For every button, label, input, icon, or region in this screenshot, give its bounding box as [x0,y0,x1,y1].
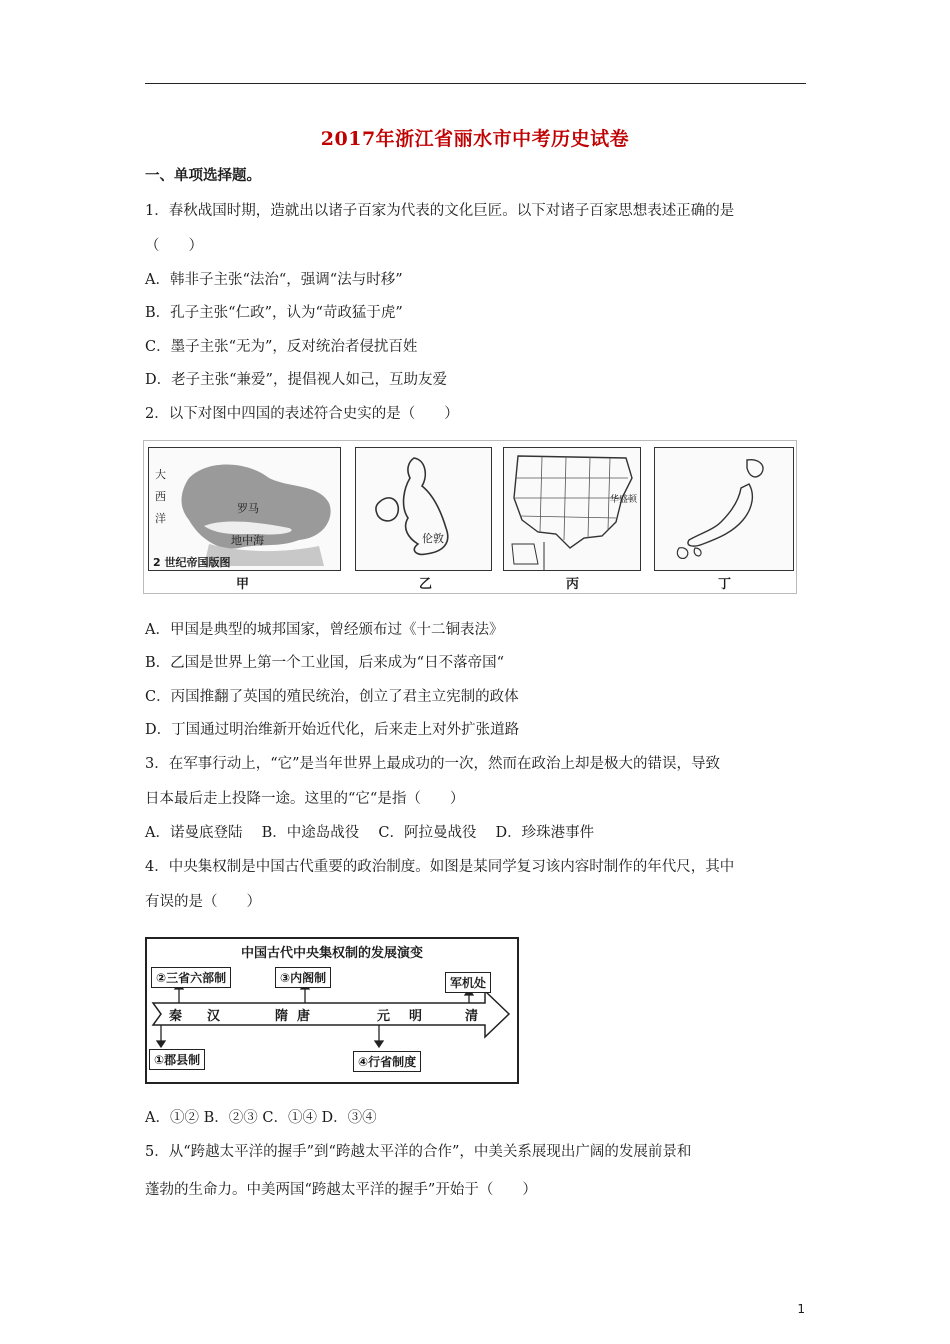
q1-option-d: D．老子主张“兼爱”，提倡视人如己，互助友爱 [145,372,447,388]
map-ding-label: 丁 [718,577,732,592]
q2-option-c: C．丙国推翻了英国的殖民统治，创立了君主立宪制的政体 [145,689,519,705]
q2-option-b: B．乙国是世界上第一个工业国，后来成为“日不落帝国“ [145,655,504,671]
map-ding [654,447,794,571]
era-qing: 清 [465,1009,479,1024]
q1-paren: （ ） [145,238,203,254]
atlantic-label-3: 洋 [155,512,166,525]
q2-stem: 2．以下对图中四国的表述符合史实的是（ ） [145,406,459,422]
page-title: 2017年浙江省丽水市中考历史试卷 [320,128,630,150]
section-heading: 一、单项选择题。 [145,167,261,184]
map-jia [148,447,341,571]
timeline-title: 中国古代中央集权制的发展演变 [240,946,423,961]
q1-stem: 1．春秋战国时期，造就出以诸子百家为代表的文化巨匠。以下对诸子百家思想表述正确的是 [145,203,735,219]
map-yi-label: 乙 [419,577,433,592]
box-commandery: ①郡县制 [149,1049,205,1070]
era-yuan: 元 [377,1009,391,1024]
era-ming: 明 [409,1009,423,1024]
box-three-departments: ②三省六部制 [151,967,231,988]
q1-option-c: C．墨子主张“无为”，反对统治者侵扰百姓 [145,339,418,355]
washington-label: 华盛顿 [610,495,638,505]
q1-option-b: B．孔子主张“仁政”，认为“苛政猛于虎” [145,305,403,321]
q2-map-figure [143,440,797,594]
era-sui: 隋 [275,1009,289,1024]
q5-stem-1: 5．从“跨越太平洋的握手”到“跨越太平洋的合作”，中美关系展现出广阔的发展前景和 [145,1144,692,1160]
box-province: ④行省制度 [353,1051,421,1072]
mediterranean-label: 地中海 [231,534,264,547]
q2-option-d: D．丁国通过明治维新开始近代化，后来走上对外扩张道路 [145,722,520,738]
page-number: 1 [797,1302,805,1316]
q4-options: A．①② B．②③ C．①④ D．③④ [145,1110,377,1126]
q4-stem-1: 4．中央集权制是中国古代重要的政治制度。如图是某同学复习该内容时制作的年代尺，其中 [145,859,735,875]
map-jia-caption: 2 世纪帝国版图 [153,556,231,569]
map-yi [355,447,492,571]
box-cabinet: ③内阁制 [275,967,331,988]
atlantic-label-1: 大 [155,468,166,481]
q1-option-a: A．韩非子主张“法治“，强调“法与时移” [145,272,403,288]
map-bing-label: 丙 [566,577,580,592]
q3-stem-1: 3．在军事行动上，“它”是当年世界上最成功的一次，然而在政治上却是极大的错误，导致 [145,756,721,772]
q3-options: A．诺曼底登陆 B．中途岛战役 C．阿拉曼战役 D．珍珠港事件 [145,825,595,841]
q4-stem-2: 有误的是（ ） [145,894,261,910]
q2-option-a: A．甲国是典型的城邦国家，曾经颁布过《十二铜表法》 [145,622,504,638]
era-han: 汉 [207,1009,221,1024]
atlantic-label-2: 西 [155,490,166,503]
q4-timeline-figure [145,937,519,1084]
rome-label: 罗马 [237,502,259,515]
era-tang: 唐 [297,1009,311,1024]
q3-stem-2: 日本最后走上投降一途。这里的“它“是指（ ） [145,791,465,807]
map-bing [503,447,641,571]
map-jia-label: 甲 [236,577,250,592]
q5-stem-2: 蓬勃的生命力。中美两国“跨越太平洋的握手”开始于（ ） [145,1182,537,1198]
era-qin: 秦 [169,1009,183,1024]
box-grand-council: 军机处 [445,972,491,993]
london-label: 伦敦 [422,532,444,545]
header-rule [145,83,806,84]
